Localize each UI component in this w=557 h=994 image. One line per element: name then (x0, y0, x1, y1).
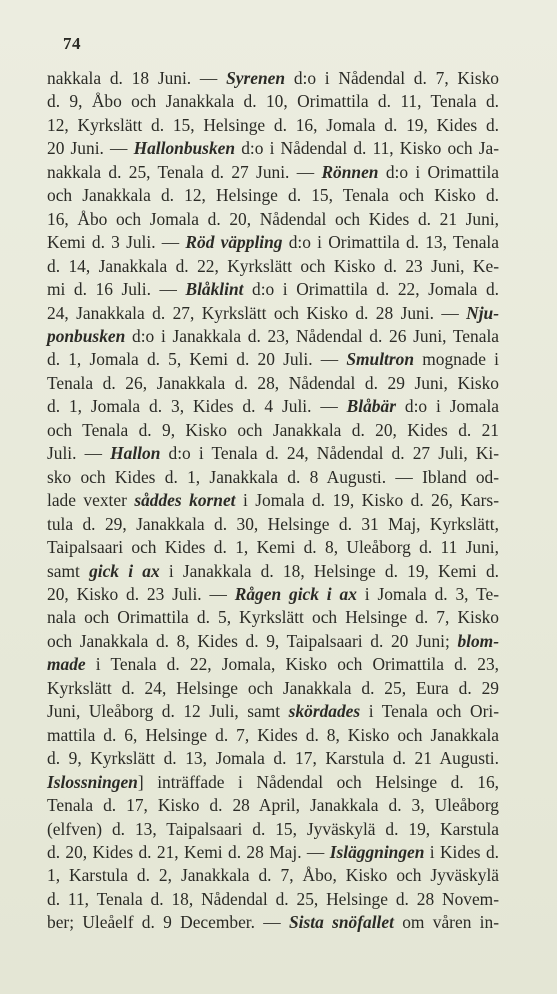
italic-term: Röd väppling (185, 232, 283, 253)
text-line (47, 67, 499, 90)
text-line (47, 677, 499, 700)
italic-term: ponbusken (47, 325, 126, 346)
text-segment: ber; Uleåelf d. 9 December. — (47, 912, 289, 933)
text-segment: Juli. — (47, 443, 111, 464)
text-segment: Tenala d. 26, Janakkala d. 28, Nådendal d. 29 Juni, Kisko (47, 372, 499, 393)
text-segment: 20 Juni. — (47, 138, 134, 159)
text-segment: ] inträffade i Nådendal och Helsinge d. 16, (137, 771, 499, 792)
text-line (47, 372, 499, 395)
text-segment: Tenala d. 17, Kisko d. 28 April, Janakkala d. 3, Uleåborg (47, 795, 499, 816)
text-segment: d:o i Orimattila (378, 161, 500, 182)
text-line (47, 771, 499, 794)
text-line (47, 583, 499, 606)
italic-term: made (47, 654, 86, 675)
text-segment: nala och Orimattila d. 5, Kyrkslätt och Helsinge d. 7, Kisko (47, 607, 499, 628)
body-text (47, 67, 499, 935)
text-line (47, 747, 499, 770)
text-line (47, 841, 499, 864)
text-line (47, 231, 499, 254)
text-segment: Kemi d. 3 Juli. — (47, 232, 186, 253)
text-segment: d:o i Tenala d. 24, Nådendal d. 27 Juli, Ki- (160, 443, 500, 464)
text-line (47, 184, 499, 207)
text-segment: d. 1, Jomala d. 3, Kides d. 4 Juli. — (47, 396, 347, 417)
text-line (47, 442, 499, 465)
text-segment: nakkala d. 25, Tenala d. 27 Juni. — (47, 161, 322, 182)
text-segment: d. 20, Kides d. 21, Kemi d. 28 Maj. — (47, 841, 330, 862)
text-segment: d. 14, Janakkala d. 22, Kyrkslätt och Kisko d. 23 Juni, Ke- (47, 255, 499, 276)
text-segment: d. 11, Tenala d. 18, Nådendal d. 25, Helsinge d. 28 Novem- (47, 888, 499, 909)
text-segment: och Janakkala d. 8, Kides d. 9, Taipalsaari d. 20 Juni; (47, 630, 458, 651)
text-line (47, 818, 499, 841)
text-line (47, 325, 499, 348)
text-segment: mattila d. 6, Helsinge d. 7, Kides d. 8, Kisko och Janakkala (47, 724, 499, 745)
text-line (47, 911, 499, 934)
text-segment: i Tenala d. 22, Jomala, Kisko och Orimattila d. 23, (85, 654, 499, 675)
italic-term: gick i ax (89, 560, 160, 581)
text-segment: i Jomala d. 19, Kisko d. 26, Kars- (235, 490, 499, 511)
text-segment: i Janakkala d. 18, Helsinge d. 19, Kemi d. (159, 560, 499, 581)
italic-term: Blåbär (346, 396, 396, 417)
text-line (47, 864, 499, 887)
italic-term: skördades (288, 701, 361, 722)
text-segment: lade vexter (47, 490, 135, 511)
text-line (47, 794, 499, 817)
italic-term: Nju- (466, 302, 499, 323)
text-segment: tula d. 29, Janakkala d. 30, Helsinge d. 31 Maj, Kyrkslätt, (47, 513, 499, 534)
italic-term: Hallon (110, 443, 161, 464)
text-segment: 24, Janakkala d. 27, Kyrkslätt och Kisko d. 28 Juni. — (47, 302, 467, 323)
italic-term: blom- (457, 630, 499, 651)
text-segment: d. 1, Jomala d. 5, Kemi d. 20 Juli. — (47, 349, 347, 370)
text-segment: 1, Karstula d. 2, Janakkala d. 7, Åbo, Kisko och Jyväskylä (47, 865, 499, 886)
italic-term: Islossningen (47, 771, 138, 792)
text-segment: och Janakkala d. 12, Helsinge d. 15, Tenala och Kisko d. (47, 185, 499, 206)
text-line (47, 653, 499, 676)
italic-term: Sista snöfallet (289, 912, 394, 933)
text-segment: om våren in- (393, 912, 500, 933)
italic-term: Syrenen (226, 68, 286, 88)
text-line (47, 700, 499, 723)
italic-term: Smultron (346, 349, 415, 370)
text-segment: i Jomala d. 3, Te- (356, 583, 499, 604)
text-segment: 12, Kyrkslätt d. 15, Helsinge d. 16, Jomala d. 19, Kides d. (47, 114, 499, 135)
text-line (47, 348, 499, 371)
text-line (47, 161, 499, 184)
text-segment: d:o i Orimattila d. 13, Tenala (282, 232, 499, 253)
text-segment: d. 9, Åbo och Janakkala d. 10, Orimattila d. 11, Tenala d. (47, 91, 499, 112)
text-segment: sko och Kides d. 1, Janakkala d. 8 Augusti. — Ibland od- (47, 466, 499, 487)
italic-term: Rönnen (321, 161, 379, 182)
page-number: 74 (63, 34, 81, 53)
text-segment: nakkala d. 18 Juni. — (47, 68, 227, 88)
text-line (47, 606, 499, 629)
text-segment: 16, Åbo och Jomala d. 20, Nådendal och Kides d. 21 Juni, (47, 208, 499, 229)
text-segment: och Tenala d. 9, Kisko och Janakkala d. 20, Kides d. 21 (47, 419, 499, 440)
text-segment: i Kides d. (424, 841, 499, 862)
italic-term: Hallonbusken (133, 138, 236, 159)
text-line (47, 513, 499, 536)
text-segment: 20, Kisko d. 23 Juli. — (47, 583, 235, 604)
text-segment: d:o i Janakkala d. 23, Nådendal d. 26 Juni, Tenala (125, 325, 499, 346)
text-segment: i Tenala och Ori- (360, 701, 499, 722)
text-line (47, 90, 499, 113)
text-segment: d:o i Jomala (395, 396, 499, 417)
text-segment: d. 9, Kyrkslätt d. 13, Jomala d. 17, Karstula d. 21 Augusti. (47, 748, 499, 769)
text-line (47, 419, 499, 442)
text-line (47, 137, 499, 160)
text-line (47, 255, 499, 278)
text-line (47, 466, 499, 489)
italic-term: såddes kornet (134, 490, 236, 511)
text-segment: d:o i Nådendal d. 7, Kisko (285, 68, 499, 88)
text-segment: mognade i (414, 349, 500, 370)
italic-term: Blåklint (185, 279, 244, 300)
text-line (47, 560, 499, 583)
text-segment: Taipalsaari och Kides d. 1, Kemi d. 8, Uleåborg d. 11 Juni, (47, 537, 499, 558)
text-line (47, 724, 499, 747)
text-segment: (elfven) d. 13, Taipalsaari d. 15, Jyväskylä d. 19, Karstula (47, 818, 499, 839)
text-segment: samt (47, 560, 90, 581)
text-line (47, 114, 499, 137)
text-segment: d:o i Nådendal d. 11, Kisko och Ja- (235, 138, 499, 159)
text-line (47, 489, 499, 512)
italic-term: Rågen gick i ax (234, 583, 357, 604)
text-segment: Juni, Uleåborg d. 12 Juli, samt (47, 701, 289, 722)
text-line (47, 888, 499, 911)
text-line (47, 395, 499, 418)
text-line (47, 278, 499, 301)
italic-term: Isläggningen (329, 841, 425, 862)
text-segment: Kyrkslätt d. 24, Helsinge och Janakkala d. 25, Eura d. 29 (47, 677, 499, 698)
text-line (47, 630, 499, 653)
text-line (47, 302, 499, 325)
text-segment: mi d. 16 Juli. — (47, 279, 186, 300)
text-line (47, 208, 499, 231)
text-segment: d:o i Orimattila d. 22, Jomala d. (243, 279, 499, 300)
text-line (47, 536, 499, 559)
